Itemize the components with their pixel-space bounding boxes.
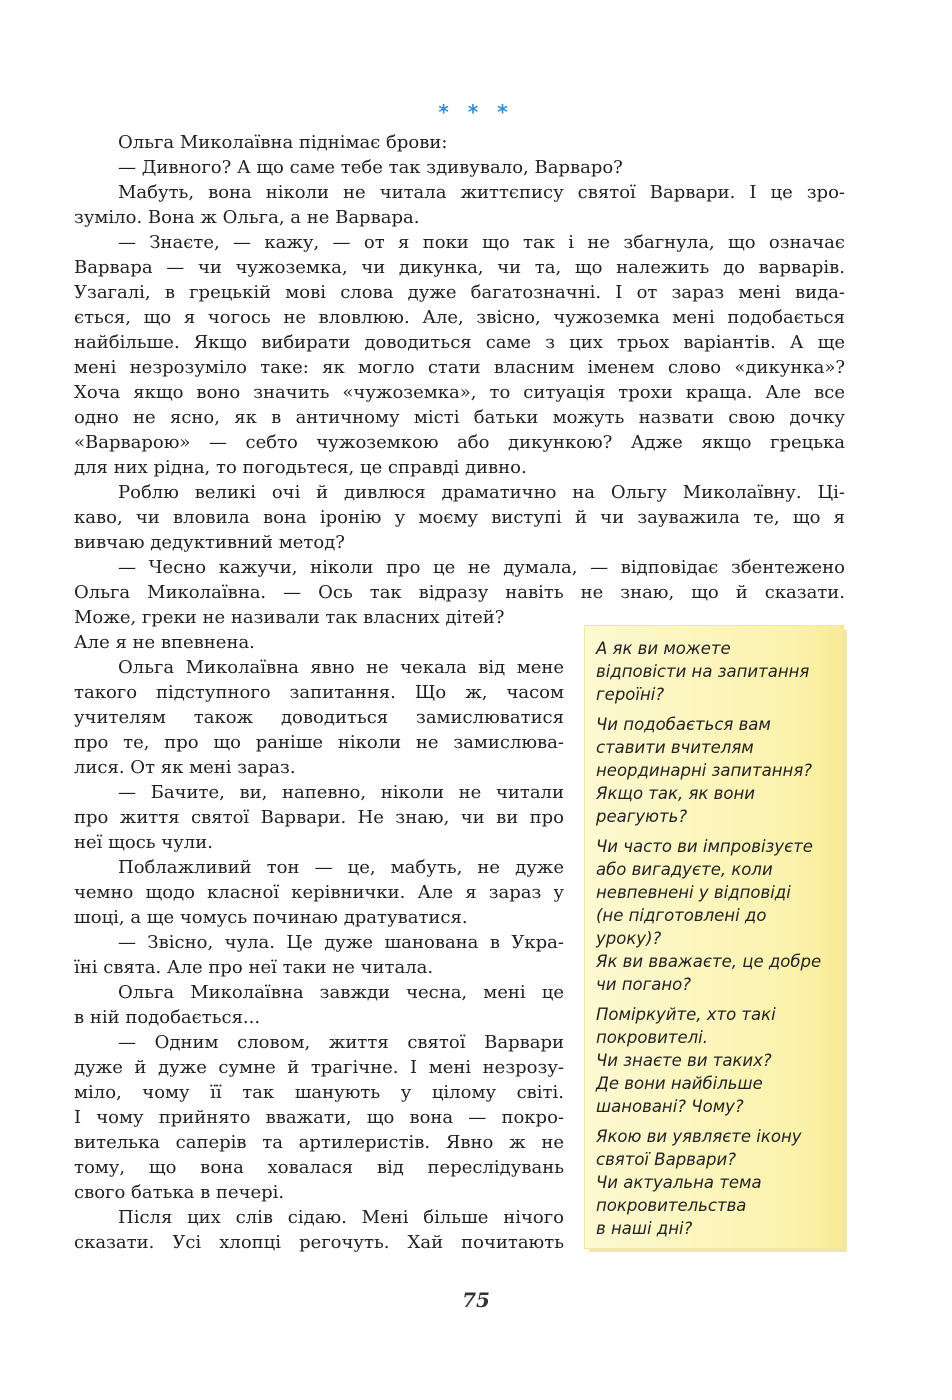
text-line: — Дивного? А що саме тебе так здивувало, Варваро? bbox=[118, 157, 623, 178]
text-line: — Знаєте, — кажу, — от я поки що так і не збагнула, що означає bbox=[118, 232, 845, 253]
text-line: міло, чому її так шанують у цілому світі. bbox=[74, 1082, 564, 1103]
sidebar-line: Якою ви уявляєте ікону bbox=[596, 1127, 802, 1146]
text-line: Варвара — чи чужоземка, чи дикунка, чи та, що належить до варварів. bbox=[74, 257, 845, 278]
sidebar-line: героїні? bbox=[596, 685, 665, 704]
sidebar-line: Як ви вважаєте, це добре bbox=[596, 952, 822, 971]
text-line: — Бачите, ви, напевно, ніколи не читали bbox=[118, 782, 564, 803]
text-line: про те, про що раніше ніколи не замислюва- bbox=[74, 732, 564, 753]
text-line: Роблю великі очі й дивлюся драматично на Ольгу Миколаївну. Ці- bbox=[118, 482, 845, 503]
text-line: — Одним словом, життя святої Варвари bbox=[118, 1032, 564, 1053]
text-line: дуже й дуже сумне й трагічне. І мені незрозу- bbox=[74, 1057, 564, 1078]
sidebar-line: Чи часто ви імпровізуєте bbox=[596, 837, 813, 856]
page-number: 75 bbox=[462, 1288, 490, 1312]
sidebar-line: відповісти на запитання bbox=[596, 662, 810, 681]
text-line: неї щось чули. bbox=[74, 832, 213, 853]
sidebar-line: або вигадуєте, коли bbox=[596, 860, 773, 879]
text-line: про життя святої Варвари. Не знаю, чи ви про bbox=[74, 807, 564, 828]
sidebar-line: невпевнені у відповіді bbox=[596, 883, 791, 902]
text-line: чемно щодо класної керівнички. Але я зараз у bbox=[74, 882, 564, 903]
sidebar-line: покровительства bbox=[596, 1196, 747, 1215]
section-separator: * * * bbox=[438, 100, 514, 124]
text-line: лися. От як мені зараз. bbox=[74, 757, 296, 778]
text-line: — Чесно кажучи, ніколи про це не думала, — відповідає збентежено bbox=[118, 557, 845, 578]
sidebar-line: А як ви можете bbox=[596, 639, 731, 658]
sidebar-line: в наші дні? bbox=[596, 1219, 693, 1238]
sidebar-line: уроку)? bbox=[596, 929, 662, 948]
sidebar-line: Поміркуйте, хто такі bbox=[596, 1005, 776, 1024]
sidebar-line: ставити вчителям bbox=[596, 738, 754, 757]
text-line: шоці, а ще чомусь починаю дратуватися. bbox=[74, 907, 468, 928]
text-line: Але я не впевнена. bbox=[74, 632, 255, 653]
text-line: учителям також доводиться замислюватися bbox=[74, 707, 564, 728]
sidebar-line: Де вони найбільше bbox=[596, 1074, 763, 1093]
sidebar-line: Якщо так, як вони bbox=[596, 784, 755, 803]
text-line: їні свята. Але про неї таки не читала. bbox=[74, 957, 434, 978]
text-line: Хоча якщо воно значить «чужоземка», то ситуація трохи краща. Але все bbox=[74, 382, 845, 403]
text-line: одно не ясно, як в античному місті батьки можуть назвати свою дочку bbox=[74, 407, 845, 428]
text-line: тому, що вона ховалася від переслідувань bbox=[74, 1157, 564, 1178]
text-line: Мабуть, вона ніколи не читала життєпису святої Варвари. І це зро- bbox=[118, 182, 845, 203]
text-line: Узагалі, в грецькій мові слова дуже багатозначні. І от зараз мені вида- bbox=[74, 282, 845, 303]
text-line: Після цих слів сідаю. Мені більше нічого bbox=[118, 1207, 564, 1228]
sidebar-line: святої Варвари? bbox=[596, 1150, 736, 1169]
text-line: для них рідна, то погодьтеся, це справді дивно. bbox=[74, 457, 527, 478]
sidebar-line: реагують? bbox=[596, 807, 688, 826]
text-line: ється, що я чогось не вловлюю. Але, звісно, чужоземка мені подобається bbox=[74, 307, 845, 328]
text-line: Ольга Миколаївна явно не чекала від мене bbox=[118, 657, 564, 678]
text-line: сказати. Усі хлопці регочуть. Хай почитають bbox=[74, 1232, 564, 1253]
sidebar-line: неординарні запитання? bbox=[596, 761, 813, 780]
text-line: свого батька в печері. bbox=[74, 1182, 285, 1203]
text-line: в ній подобається... bbox=[74, 1007, 261, 1028]
text-line: — Звісно, чула. Це дуже шанована в Укра- bbox=[118, 932, 564, 953]
text-line: такого підступного запитання. Що ж, часом bbox=[74, 682, 564, 703]
text-line: вивчаю дедуктивний метод? bbox=[74, 532, 345, 553]
text-line: І чому прийнято вважати, що вона — покро- bbox=[74, 1107, 564, 1128]
text-line: «Варварою» — себто чужоземкою або дикункою? Адже якщо грецька bbox=[74, 432, 845, 453]
sidebar-line: чи погано? bbox=[596, 975, 692, 994]
text-line: найбільше. Якщо вибирати доводиться саме з цих трьох варіантів. А ще bbox=[74, 332, 845, 353]
text-line: зуміло. Вона ж Ольга, а не Варвара. bbox=[74, 207, 420, 228]
sidebar-line: шановані? Чому? bbox=[596, 1097, 744, 1116]
sidebar-line: (не підготовлені до bbox=[596, 906, 767, 925]
text-line: Ольга Миколаївна. — Ось так відразу навіть не знаю, що й сказати. bbox=[74, 582, 845, 603]
text-line: Ольга Миколаївна піднімає брови: bbox=[118, 132, 448, 153]
text-line: Ольга Миколаївна завжди чесна, мені це bbox=[118, 982, 564, 1003]
sidebar-line: Чи подобається вам bbox=[596, 715, 771, 734]
text-line: Поблажливий тон — це, мабуть, не дуже bbox=[118, 857, 564, 878]
text-line: каво, чи вловила вона іронію у моєму виступі й чи зауважила те, що я bbox=[74, 507, 845, 528]
text-line: вителька саперів та артилеристів. Явно ж не bbox=[74, 1132, 564, 1153]
sidebar-line: покровителі. bbox=[596, 1028, 709, 1047]
text-line: мені незрозуміло таке: як могло стати власним іменем слово «дикунка»? bbox=[74, 357, 845, 378]
sidebar-line: Чи актуальна тема bbox=[596, 1173, 762, 1192]
sidebar-line: Чи знаєте ви таких? bbox=[596, 1051, 772, 1070]
text-line: Може, греки не називали так власних дітей? bbox=[74, 607, 505, 628]
